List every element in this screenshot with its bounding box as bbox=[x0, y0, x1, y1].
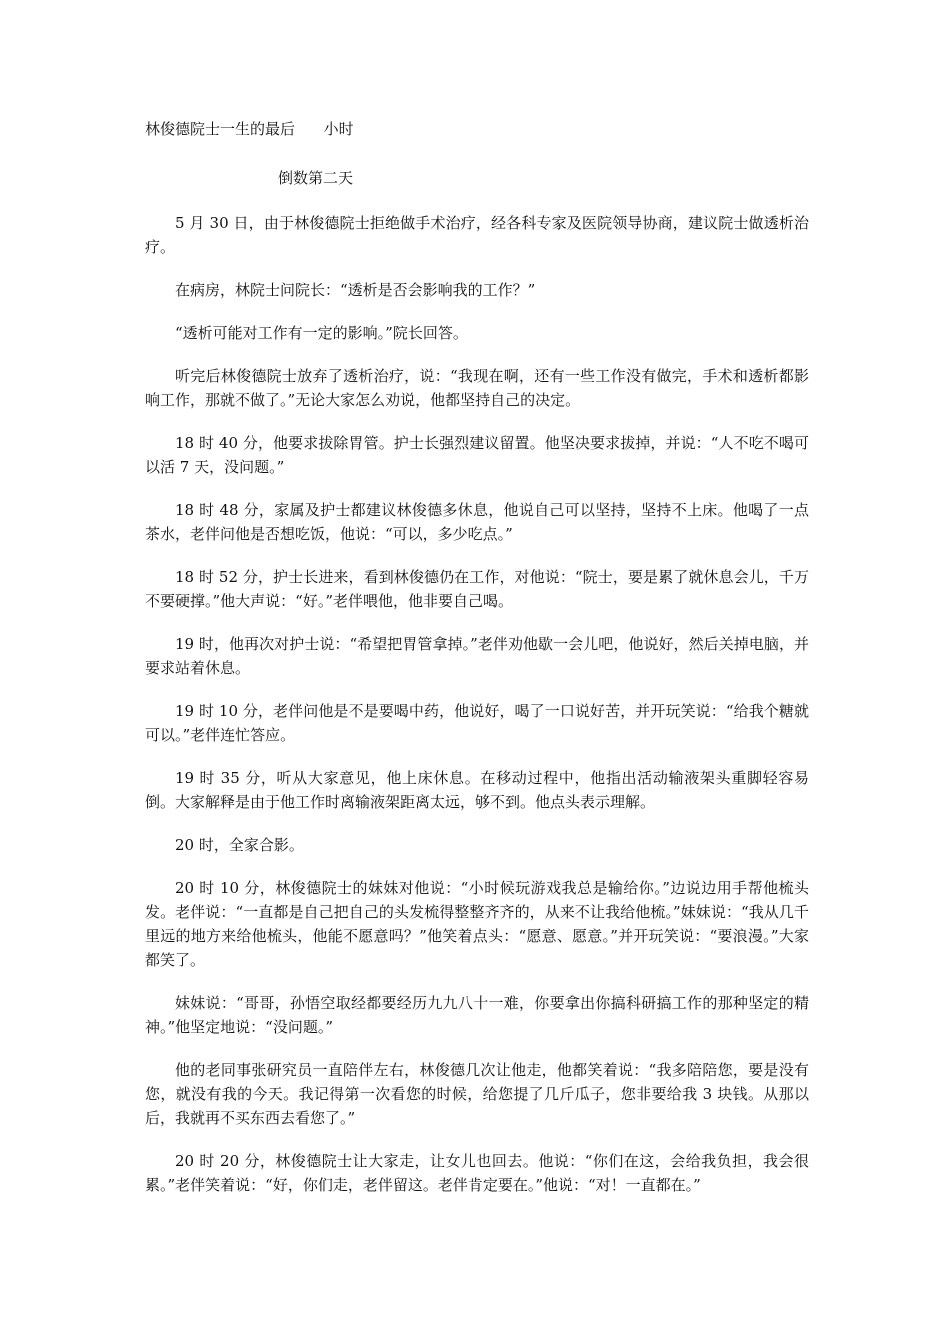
document-title: 林俊德院士一生的最后 小时 bbox=[145, 120, 354, 138]
document-page bbox=[145, 118, 809, 1216]
paragraph: 20 时 10 分，林俊德院士的妹妹对他说：“小时候玩游戏我总是输给你。”边说边用手帮他梳头发。老伴说：“一直都是自己把自己的头发梳得整整齐齐的，从来不让我给他梳。”妹妹说：“我从几千里远的地方来给他梳头，他能不愿意吗？”他笑着点头：“愿意、愿意。”并开玩笑说：“要浪漫。”大家都笑了。 bbox=[145, 879, 809, 969]
section-heading: 倒数第二天 bbox=[278, 169, 354, 187]
paragraph: 妹妹说：“哥哥，孙悟空取经都要经历九九八十一难，你要拿出你搞科研搞工作的那种坚定的精神。”他坚定地说：“没问题。” bbox=[145, 994, 809, 1036]
paragraph: 18 时 40 分，他要求拔除胃管。护士长强烈建议留置。他坚决要求拔掉，并说：“人不吃不喝可以活 7 天，没问题。” bbox=[145, 434, 809, 476]
paragraph: 18 时 48 分，家属及护士都建议林俊德多休息，他说自己可以坚持，坚持不上床。他喝了一点茶水，老伴问他是否想吃饭，他说：“可以，多少吃点。” bbox=[145, 501, 809, 543]
paragraph: 5 月 30 日，由于林俊德院士拒绝做手术治疗，经各科专家及医院领导协商，建议院士做透析治疗。 bbox=[145, 214, 809, 256]
paragraph: 18 时 52 分，护士长进来，看到林俊德仍在工作，对他说：“院士，要是累了就休息会儿，千万不要硬撑。”他大声说：“好。”老伴喂他，他非要自己喝。 bbox=[145, 568, 809, 610]
paragraph: 20 时，全家合影。 bbox=[175, 836, 304, 854]
paragraph: 20 时 20 分，林俊德院士让大家走，让女儿也回去。他说：“你们在这，会给我负担，我会很累。”老伴笑着说：“好，你们走，老伴留这。老伴肯定要在。”他说：“对！一直都在。” bbox=[145, 1152, 809, 1194]
paragraph: 听完后林俊德院士放弃了透析治疗，说：“我现在啊，还有一些工作没有做完，手术和透析都影响工作，那就不做了。”无论大家怎么劝说，他都坚持自己的决定。 bbox=[145, 367, 809, 409]
paragraph: “透析可能对工作有一定的影响。”院长回答。 bbox=[175, 324, 468, 342]
paragraph: 19 时，他再次对护士说：“希望把胃管拿掉。”老伴劝他歇一会儿吧，他说好，然后关掉电脑，并要求站着休息。 bbox=[145, 635, 809, 677]
paragraph: 在病房，林院士问院长：“透析是否会影响我的工作？” bbox=[175, 281, 536, 299]
paragraph: 他的老同事张研究员一直陪伴左右，林俊德几次让他走，他都笑着说：“我多陪陪您，要是没有您，就没有我的今天。我记得第一次看您的时候，给您提了几斤瓜子，您非要给我 3 块钱。从那以后，我就再不买东西去看您了。” bbox=[145, 1061, 809, 1127]
paragraph: 19 时 35 分，听从大家意见，他上床休息。在移动过程中，他指出活动输液架头重脚轻容易倒。大家解释是由于他工作时离输液架距离太远，够不到。他点头表示理解。 bbox=[145, 769, 809, 811]
paragraph: 19 时 10 分，老伴问他是不是要喝中药，他说好，喝了一口说好苦，并开玩笑说：“给我个糖就可以。”老伴连忙答应。 bbox=[145, 702, 809, 744]
